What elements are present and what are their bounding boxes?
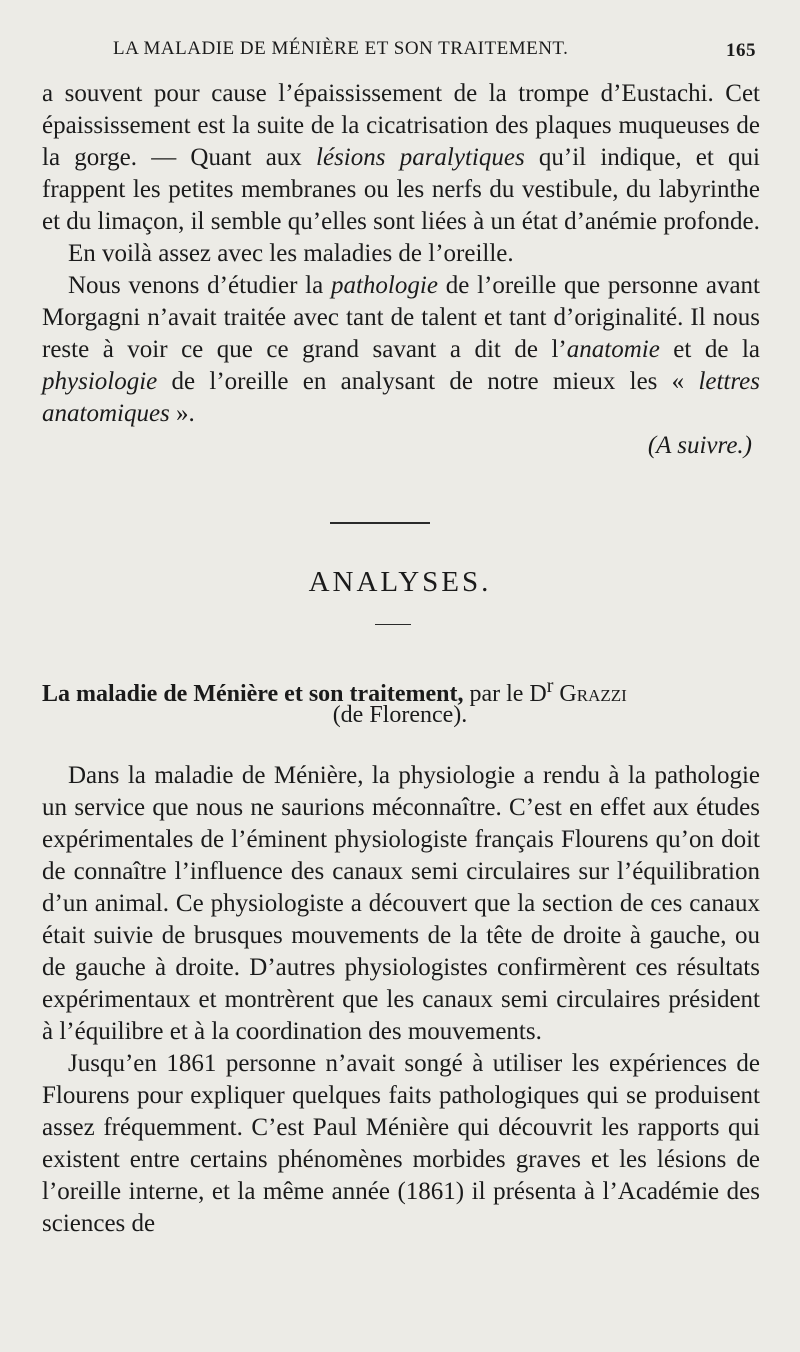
running-header [0,38,800,68]
separator-rule-small [375,624,411,625]
paragraph: En voilà assez avec les maladies de l’oreille. [68,240,514,267]
to-be-continued: (A suivre.) [647,432,752,459]
text-block-top [42,78,760,462]
section-heading: ANALYSES. [308,566,492,598]
article-subtitle: (de Florence). [332,702,468,728]
paragraph: Dans la maladie de Ménière, la physiologie a rendu à la pathologie un service que nous ne saurions méconnaître. C’est en effet aux études expérimentales de l’éminent physiologiste français Flourens qu’on doit de connaître l’influence des canaux semi circulaires sur l’équilibration d’un animal. Ce physiologiste a découvert que la section de ces canaux était suivie de brusques mouvements de la tête de droite à gauche, ou de gauche à droite. D’autres physiologistes confirmèrent ces résultats expérimentaux et montrèrent que les canaux semi circulaires président à l’équilibre et à la coordination des mouvements. [42,762,760,1045]
article-title: La maladie de Ménière et son traitement, par le $D^r$ Grazzi [42,675,627,707]
running-title: LA MALADIE DE MÉNIÈRE ET SON TRAITEMENT. [113,38,569,59]
text-block-bottom [42,760,760,1240]
paragraph: Jusqu’en 1861 personne n’avait songé à utiliser les expériences de Flourens pour expliquer quelques faits pathologiques qui se produisent assez fréquemment. C’est Paul Ménière qui découvrit les rapports qui existent entre certains phénomènes morbides graves et les lésions de l’oreille interne, et la même année (1861) il présenta à l’Académie des sciences de [42,1050,760,1237]
paragraph: Nous venons d’étudier la pathologie de l’oreille que personne avant Morgagni n’avait traitée avec tant de talent et tant d’originalité. Il nous reste à voir ce que ce grand savant a dit de l’anatomie et de la physiologie de l’oreille en analysant de notre mieux les « lettres anatomiques ». [42,272,760,427]
author-name: Grazzi [559,681,627,707]
paragraph: a souvent pour cause l’épaississement de la trompe d’Eustachi. Cet épaississement est la suite de la cicatrisation des plaques muqueuses de la gorge. — Quant aux lésions paralytiques qu’il indique, et qui frappent les petites membranes ou les nerfs du vestibule, du labyrinthe et du limaçon, il semble qu’elles sont liées à un état d’anémie profonde. [42,80,760,235]
page-number: 165 [726,40,756,61]
separator-rule [330,522,430,524]
